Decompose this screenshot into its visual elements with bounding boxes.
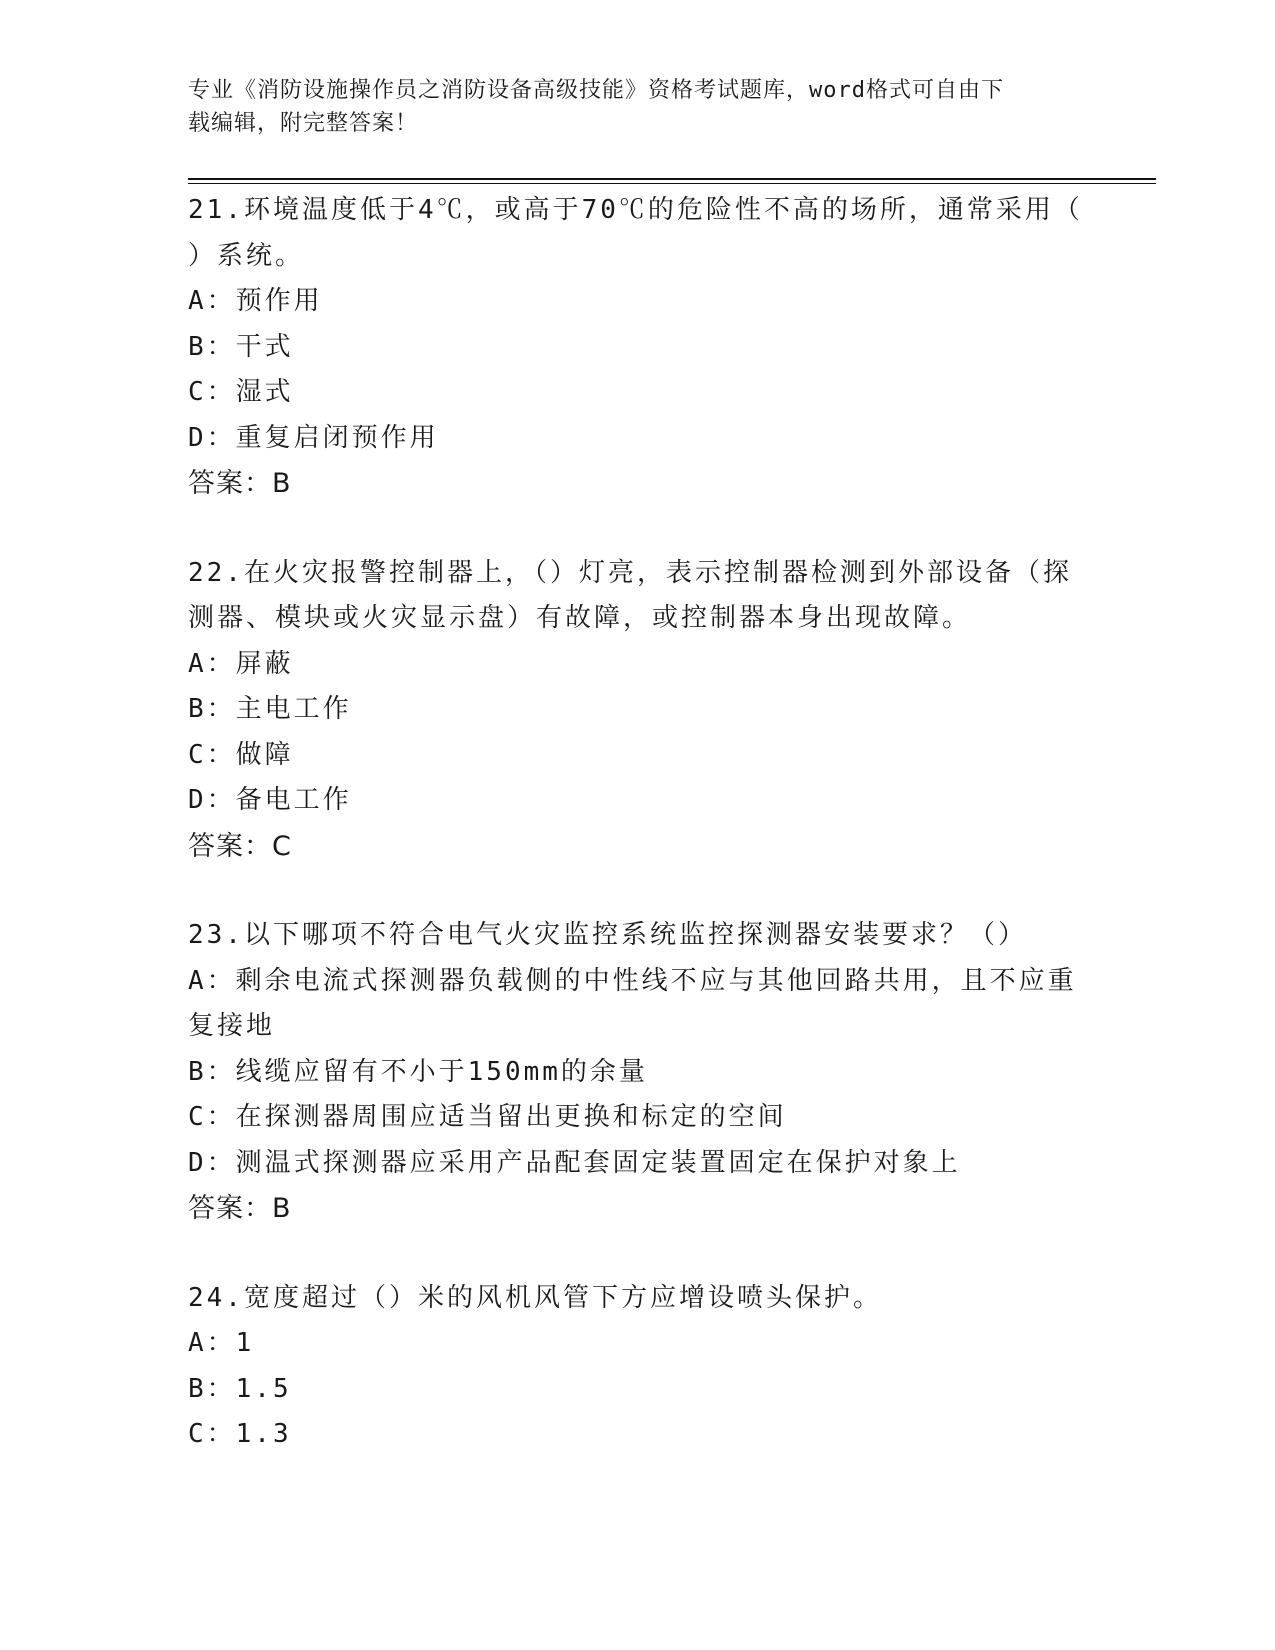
question-stem: 测器、模块或火灾显示盘）有故障，或控制器本身出现故障。 bbox=[188, 603, 972, 633]
option-d: D：测温式探测器应采用产品配套固定装置固定在保护对象上 bbox=[188, 1147, 961, 1178]
question-list bbox=[188, 188, 1088, 1502]
option-b: B：干式 bbox=[188, 331, 294, 362]
option-c: C：湿式 bbox=[188, 377, 294, 407]
question-24 bbox=[188, 1276, 1088, 1458]
option-a: A：剩余电流式探测器负载侧的中性线不应与其他回路共用，且不应重 bbox=[188, 965, 1077, 996]
option-d: D：重复启闭预作用 bbox=[188, 422, 439, 453]
question-stem: 23.以下哪项不符合电气火灾监控系统监控探测器安装要求？（） bbox=[188, 920, 1027, 950]
question-stem: 22.在火灾报警控制器上，（）灯亮，表示控制器检测到外部设备（探 bbox=[188, 557, 1072, 588]
answer-label: 答案：B bbox=[188, 468, 292, 499]
header-line-2: 载编辑，附完整答案！ bbox=[188, 111, 419, 136]
question-22 bbox=[188, 551, 1088, 870]
header-divider-thick bbox=[188, 178, 1156, 180]
question-stem: ）系统。 bbox=[188, 240, 305, 271]
header-divider-thin bbox=[188, 183, 1156, 184]
question-23 bbox=[188, 913, 1088, 1232]
option-c: C：1.3 bbox=[188, 1419, 292, 1449]
option-a: A：1 bbox=[188, 1328, 255, 1358]
option-a: A：预作用 bbox=[188, 286, 323, 316]
answer-label: 答案：B bbox=[188, 1193, 292, 1224]
question-21 bbox=[188, 188, 1088, 507]
question-stem: 24.宽度超过（）米的风机风管下方应增设喷头保护。 bbox=[188, 1282, 882, 1313]
option-a: A：屏蔽 bbox=[188, 648, 294, 679]
answer-label: 答案：C bbox=[188, 830, 292, 862]
document-header bbox=[188, 74, 1088, 140]
header-line-1: 专业《消防设施操作员之消防设备高级技能》资格考试题库，word格式可自由下 bbox=[188, 78, 1004, 103]
option-a-continued: 复接地 bbox=[188, 1011, 276, 1041]
question-stem: 21.环境温度低于4℃，或高于70℃的危险性不高的场所，通常采用（ bbox=[188, 195, 1083, 225]
option-d: D：备电工作 bbox=[188, 785, 352, 815]
option-c: C：做障 bbox=[188, 739, 294, 770]
option-b: B：线缆应留有不小于150mm的余量 bbox=[188, 1056, 648, 1087]
option-b: B：主电工作 bbox=[188, 694, 352, 724]
option-b: B：1.5 bbox=[188, 1373, 292, 1404]
option-c: C：在探测器周围应适当留出更换和标定的空间 bbox=[188, 1102, 787, 1132]
